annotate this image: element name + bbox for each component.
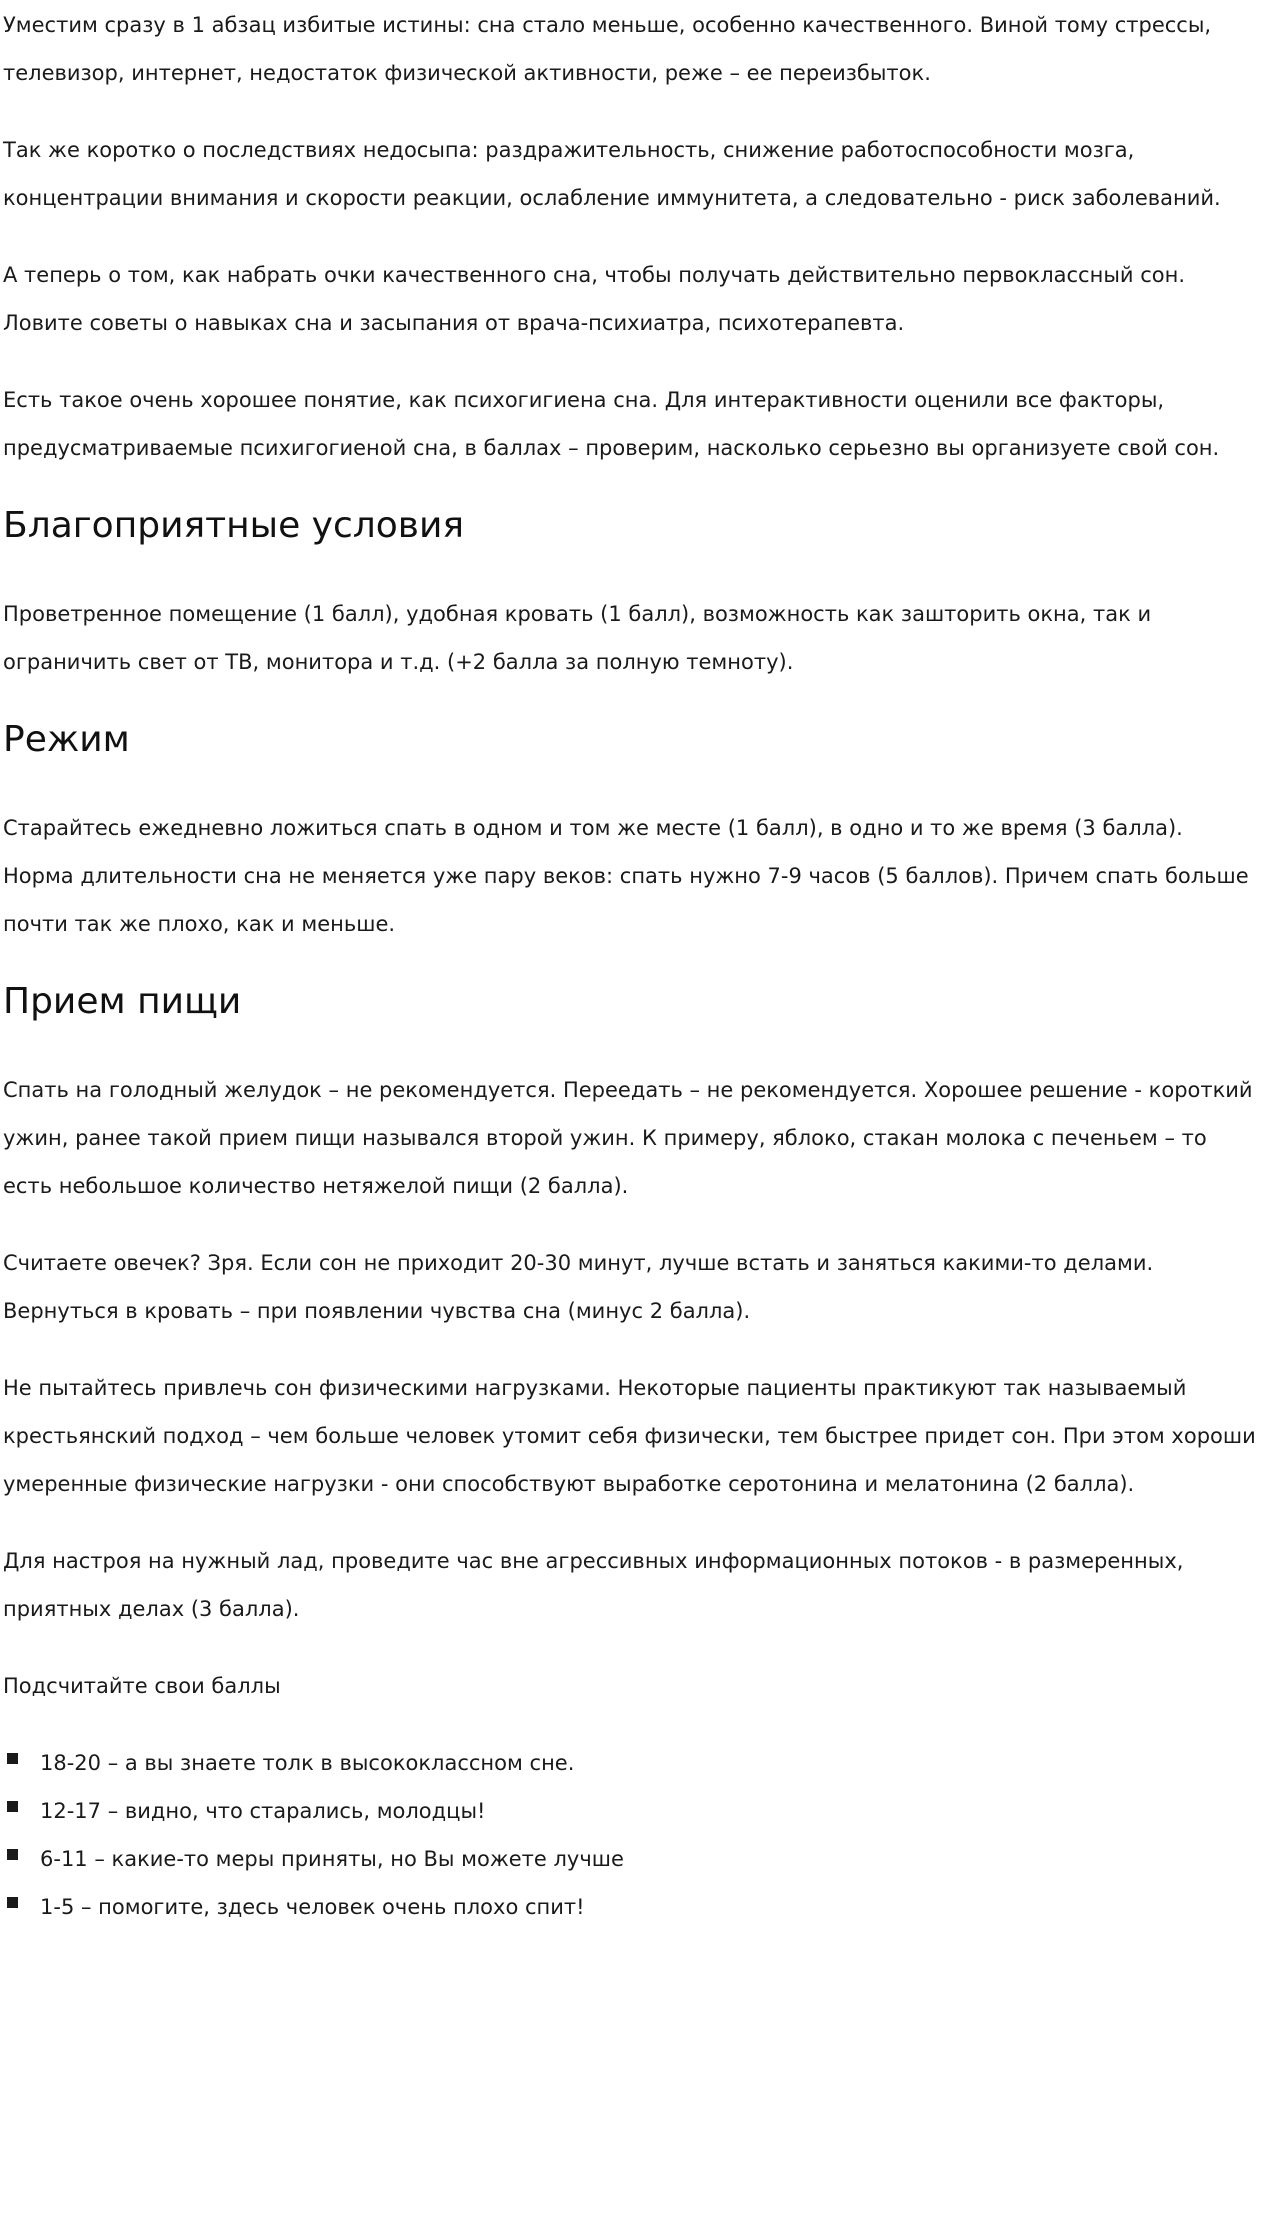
intro-paragraph-4: Есть такое очень хорошее понятие, как психогигиена сна. Для интерактивности оценили все факторы, предусматриваемые психигогиеной сна, в баллах – проверим, насколько серьезно вы организуете свой сон. <box>3 388 1220 460</box>
score-prompt: Подсчитайте свои баллы <box>3 1674 281 1698</box>
score-list-item <box>3 1739 1256 1787</box>
meals-paragraph-4: Для настроя на нужный лад, проведите час вне агрессивных информационных потоков - в размеренных, приятных делах (3 балла). <box>3 1549 1184 1621</box>
meals-paragraph-1: Спать на голодный желудок – не рекомендуется. Переедать – не рекомендуется. Хорошее решение - короткий ужин, ранее такой прием пищи назывался второй ужин. К примеру, яблоко, стакан молока с печеньем – то есть небольшое количество нетяжелой пищи (2 балла). <box>3 1078 1253 1198</box>
score-list-item <box>3 1835 1256 1883</box>
bullet-square-icon <box>7 1849 18 1860</box>
regime-paragraph: Старайтесь ежедневно ложиться спать в одном и том же месте (1 балл), в одно и то же время (3 балла). Норма длительности сна не меняется уже пару веков: спать нужно 7-9 часов (5 баллов). Причем спать больше почти так же плохо, как и меньше. <box>3 816 1249 936</box>
score-list-item <box>3 1787 1256 1835</box>
score-list-item-text: 18-20 – а вы знаете толк в высококлассном сне. <box>40 1751 575 1775</box>
score-list-item <box>3 1883 1256 1931</box>
meals-paragraph-2: Считаете овечек? Зря. Если сон не приходит 20-30 минут, лучше встать и заняться какими-то делами. Вернуться в кровать – при появлении чувства сна (минус 2 балла). <box>3 1251 1154 1323</box>
intro-paragraph-1: Уместим сразу в 1 абзац избитые истины: сна стало меньше, особенно качественного. Виной тому стрессы, телевизор, интернет, недостаток физической активности, реже – ее переизбыток. <box>3 13 1212 85</box>
article-body <box>3 1 1256 1931</box>
favorable-conditions-paragraph: Проветренное помещение (1 балл), удобная кровать (1 балл), возможность как зашторить окна, так и ограничить свет от ТВ, монитора и т.д. (+2 балла за полную темноту). <box>3 602 1152 674</box>
score-list <box>3 1739 1256 1931</box>
bullet-square-icon <box>7 1753 18 1764</box>
score-list-item-text: 6-11 – какие-то меры приняты, но Вы можете лучше <box>40 1847 624 1871</box>
section-heading-regime: Режим <box>3 719 130 760</box>
intro-paragraph-2: Так же коротко о последствиях недосыпа: раздражительность, снижение работоспособности мозга, концентрации внимания и скорости реакции, ослабление иммунитета, а следовательно - риск заболеваний. <box>3 138 1221 210</box>
section-heading-meals: Прием пищи <box>3 981 242 1022</box>
intro-paragraph-3: А теперь о том, как набрать очки качественного сна, чтобы получать действительно первоклассный сон. Ловите советы о навыках сна и засыпания от врача-психиатра, психотерапевта. <box>3 263 1186 335</box>
bullet-square-icon <box>7 1801 18 1812</box>
score-list-item-text: 1-5 – помогите, здесь человек очень плохо спит! <box>40 1895 585 1919</box>
score-list-item-text: 12-17 – видно, что старались, молодцы! <box>40 1799 486 1823</box>
meals-paragraph-3: Не пытайтесь привлечь сон физическими нагрузками. Некоторые пациенты практикуют так называемый крестьянский подход – чем больше человек утомит себя физически, тем быстрее придет сон. При этом хороши умеренные физические нагрузки - они способствуют выработке серотонина и мелатонина (2 балла). <box>3 1376 1256 1496</box>
section-heading-favorable-conditions: Благоприятные условия <box>3 505 465 546</box>
bullet-square-icon <box>7 1897 18 1908</box>
